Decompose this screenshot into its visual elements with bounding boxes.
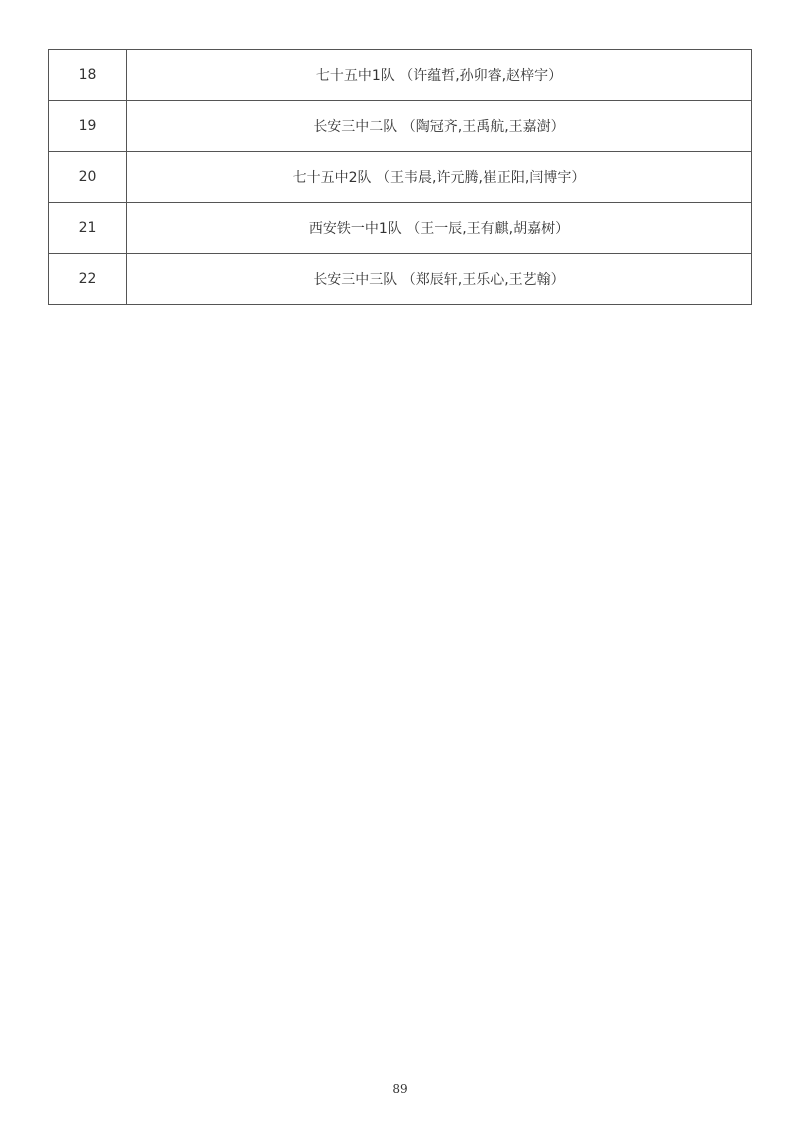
table-row [49,101,752,152]
row-number: 21 [49,203,127,254]
team-entry: 长安三中三队 （郑辰轩,王乐心,王艺翰） [127,254,752,305]
team-entry: 七十五中1队 （许蕴哲,孙卯睿,赵梓宇） [127,50,752,101]
table-row [49,152,752,203]
table-row [49,254,752,305]
team-entry: 七十五中2队 （王韦晨,许元腾,崔正阳,闫博宇） [127,152,752,203]
row-number: 22 [49,254,127,305]
table-row [49,50,752,101]
team-entry: 西安铁一中1队 （王一辰,王有麒,胡嘉树） [127,203,752,254]
team-entry: 长安三中二队 （陶冠齐,王禹航,王嘉澍） [127,101,752,152]
table-row [49,203,752,254]
team-table [48,49,752,305]
row-number: 18 [49,50,127,101]
row-number: 19 [49,101,127,152]
page-number: 89 [392,1082,408,1096]
row-number: 20 [49,152,127,203]
